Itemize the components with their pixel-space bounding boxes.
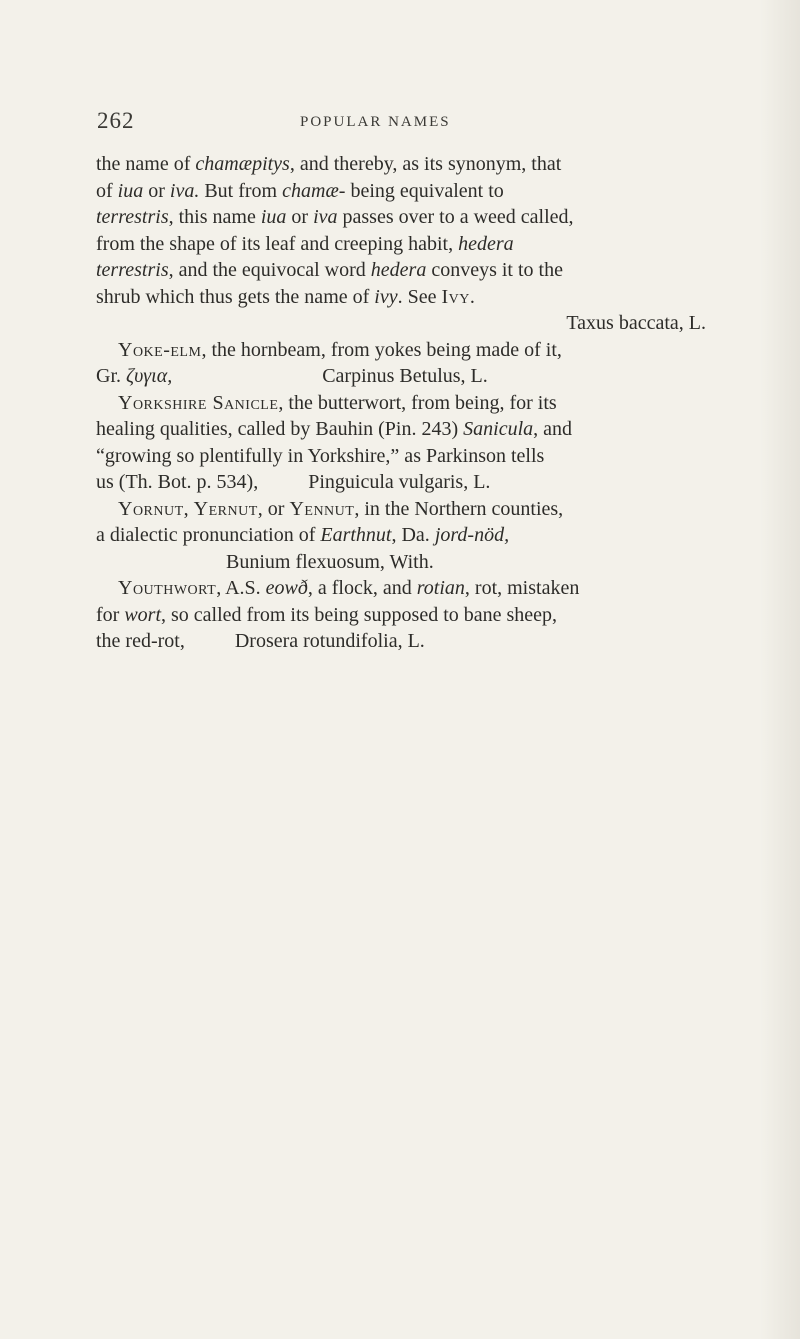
text-line bbox=[96, 496, 706, 523]
text-segment: a dialectic pronunciation of bbox=[96, 524, 321, 546]
text-line bbox=[96, 310, 706, 337]
entry-headword: Yennut bbox=[289, 497, 355, 520]
italic-text: hedera bbox=[370, 259, 427, 281]
text-line bbox=[96, 575, 706, 602]
text-segment: passes over to a weed called, bbox=[337, 206, 574, 228]
text-segment: being equivalent to bbox=[345, 179, 504, 202]
text-segment: , A.S. bbox=[216, 577, 266, 599]
italic-text: eowð bbox=[265, 577, 308, 599]
text-segment: Gr. bbox=[96, 365, 126, 387]
italic-text: chamæpitys bbox=[195, 153, 290, 175]
text-segment: , rot, mistaken bbox=[464, 577, 580, 599]
italic-text: ivy bbox=[374, 285, 398, 308]
body-text bbox=[96, 151, 706, 655]
italic-text: ζυγια, bbox=[126, 365, 173, 387]
text-segment: shrub which thus gets the name of bbox=[96, 285, 375, 308]
page-header bbox=[0, 108, 800, 138]
text-line bbox=[96, 390, 706, 417]
italic-text: jord-nöd, bbox=[434, 524, 510, 546]
text-line bbox=[96, 231, 706, 258]
text-segment: , and the equivocal word bbox=[168, 259, 371, 281]
text-line bbox=[96, 549, 706, 576]
text-segment: , and thereby, as its synonym, that bbox=[289, 153, 562, 175]
text-line bbox=[96, 337, 706, 364]
italic-text: Sanicula bbox=[463, 418, 534, 440]
italic-text: iva bbox=[313, 206, 338, 228]
page-number: 262 bbox=[97, 108, 135, 133]
italic-text: hedera bbox=[458, 232, 514, 255]
text-line bbox=[96, 628, 706, 655]
text-line bbox=[96, 602, 706, 629]
text-segment: , a flock, and bbox=[307, 577, 417, 599]
text-segment: conveys it to the bbox=[426, 259, 563, 281]
italic-text: iua bbox=[117, 179, 144, 202]
text-segment: , so called from its being supposed to bane sheep, bbox=[161, 603, 558, 626]
text-segment: But from bbox=[199, 179, 283, 202]
text-segment: from the shape of its leaf and creeping habit, bbox=[96, 232, 459, 255]
text-segment: , this name bbox=[168, 206, 261, 228]
italic-text: terrestris bbox=[96, 206, 169, 228]
text-segment: or bbox=[286, 206, 314, 228]
running-head: POPULAR NAMES bbox=[300, 114, 451, 130]
text-segment: for bbox=[96, 603, 125, 626]
italic-text: terrestris bbox=[96, 259, 169, 281]
text-segment: , the butterwort, from being, for its bbox=[278, 391, 557, 414]
text-segment: . See bbox=[397, 285, 442, 308]
text-segment: us (Th. Bot. p. 534), Pinguicula vulgaris, L. bbox=[96, 471, 491, 493]
entry-headword: Yoke-elm bbox=[118, 338, 202, 361]
text-segment: Carpinus Betulus, L. bbox=[172, 365, 488, 387]
entry-headword: Ivy bbox=[441, 285, 470, 308]
italic-text: rotian bbox=[416, 577, 465, 599]
text-segment: healing qualities, called by Bauhin (Pin. 243) bbox=[96, 418, 464, 440]
italic-text: iva. bbox=[169, 179, 200, 202]
text-segment: , Da. bbox=[391, 524, 435, 546]
text-line bbox=[96, 416, 706, 443]
text-line bbox=[96, 284, 706, 311]
text-segment: Bunium flexuosum, With. bbox=[226, 550, 434, 573]
text-segment: of bbox=[96, 179, 118, 202]
text-line bbox=[96, 363, 706, 390]
text-line bbox=[96, 443, 706, 470]
italic-text: wort bbox=[124, 603, 162, 626]
text-segment: , bbox=[183, 497, 194, 520]
text-line bbox=[96, 522, 706, 549]
text-line bbox=[96, 204, 706, 231]
text-segment: the name of bbox=[96, 153, 196, 175]
text-segment: “growing so plentifully in Yorkshire,” as Parkinson tells bbox=[96, 444, 545, 467]
text-segment: or bbox=[143, 179, 170, 202]
entry-headword: Youthwort bbox=[118, 577, 217, 599]
text-segment: . bbox=[469, 285, 475, 308]
text-segment: , and bbox=[533, 418, 573, 440]
text-segment: the red-rot, Drosera rotundifolia, L. bbox=[96, 630, 425, 652]
entry-headword: Yorkshire Sanicle bbox=[118, 391, 279, 414]
entry-headword: Yernut bbox=[193, 497, 258, 520]
text-segment: , in the Northern counties, bbox=[354, 497, 564, 520]
text-line bbox=[96, 178, 706, 205]
italic-text: Earthnut bbox=[320, 524, 392, 546]
italic-text: chamæ- bbox=[282, 179, 346, 202]
text-line bbox=[96, 257, 706, 284]
text-line bbox=[96, 469, 706, 496]
text-line bbox=[96, 151, 706, 178]
text-segment: , the hornbeam, from yokes being made of it, bbox=[201, 338, 562, 361]
text-segment: , or bbox=[257, 497, 290, 520]
entry-headword: Yornut bbox=[118, 497, 184, 520]
italic-text: iua bbox=[260, 206, 287, 228]
text-segment: Taxus baccata, L. bbox=[566, 312, 706, 334]
